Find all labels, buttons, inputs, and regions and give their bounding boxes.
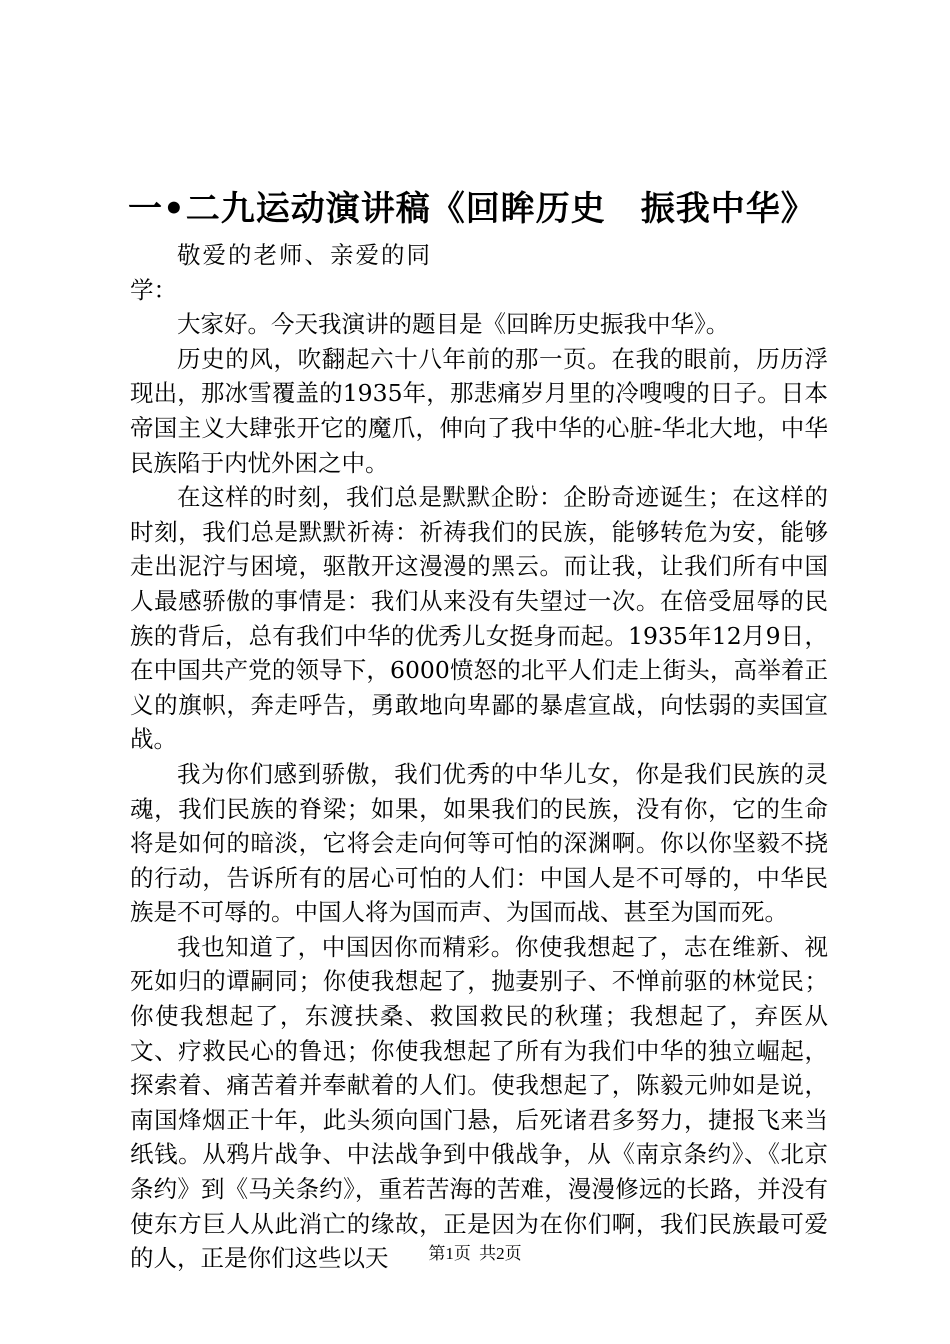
page-footer bbox=[0, 1243, 950, 1265]
paragraph-intro: 大家好。今天我演讲的题目是《回眸历史振我中华》。 bbox=[177, 310, 730, 339]
paragraph-heroes: 我也知道了，中国因你而精彩。你使我想起了，志在维新、视死如归的谭嗣同；你使我想起了，抛妻别子、不惮前驱的林觉民；你使我想起了，东渡扶桑、救国救民的秋瑾；我想起了，弃医从文、疗救民心的鲁迅；你使我想起了所有为我们中华的独立崛起，探索着、痛苦着并奉献着的人们。使我想起了，陈毅元帅如是说，南国烽烟正十年，此头须向国门悬，后死诸君多努力，捷报飞来当纸钱。从鸦片战争、中法战争到中俄战争，从《南京条约》、《北京条约》到《马关条约》，重若苦海的苦难，漫漫修远的长路，并没有使东方巨人从此消亡的缘故，正是因为在你们啊，我们民族最可爱的人，正是你们这些以天 bbox=[130, 932, 828, 1273]
page-number: 第1页 bbox=[428, 1244, 471, 1263]
paragraph-hope: 在这样的时刻，我们总是默默企盼：企盼奇迹诞生；在这样的时刻，我们总是默默祈祷：祈祷我们的民族，能够转危为安，能够走出泥泞与困境，驱散开这漫漫的黑云。而让我，让我们所有中国人最感骄傲的事情是：我们从来没有失望过一次。在倍受屈辱的民族的背后，总有我们中华的优秀儿女挺身而起。1935年12月9日，在中国共产党的领导下，6000愤怒的北平人们走上街头，高举着正义的旗帜，奔走呼告，勇敢地向卑鄙的暴虐宣战，向怯弱的卖国宣战。 bbox=[130, 483, 828, 754]
document-title: 一•二九运动演讲稿《回眸历史 振我中华》 bbox=[128, 189, 816, 229]
paragraph-pride: 我为你们感到骄傲，我们优秀的中华儿女，你是我们民族的灵魂，我们民族的脊梁；如果，如果我们的民族，没有你，它的生命将是如何的暗淡，它将会走向何等可怕的深渊啊。你以你坚毅不挠的行动，告诉所有的居心可怕的人们：中国人是不可辱的，中华民族是不可辱的。中国人将为国而声、为国而战、甚至为国而死。 bbox=[130, 759, 828, 927]
greeting-paragraph: 敬爱的老师、亲爱的同学： bbox=[130, 241, 430, 304]
paragraph-history: 历史的风，吹翻起六十八年前的那一页。在我的眼前，历历浮现出，那冰雪覆盖的1935年，那悲痛岁月里的冷嗖嗖的日子。日本帝国主义大肆张开它的魔爪，伸向了我中华的心脏-华北大地，中华民族陷于内忧外困之中。 bbox=[130, 344, 828, 477]
page-total: 共2页 bbox=[479, 1244, 522, 1263]
document-body bbox=[130, 238, 828, 1276]
